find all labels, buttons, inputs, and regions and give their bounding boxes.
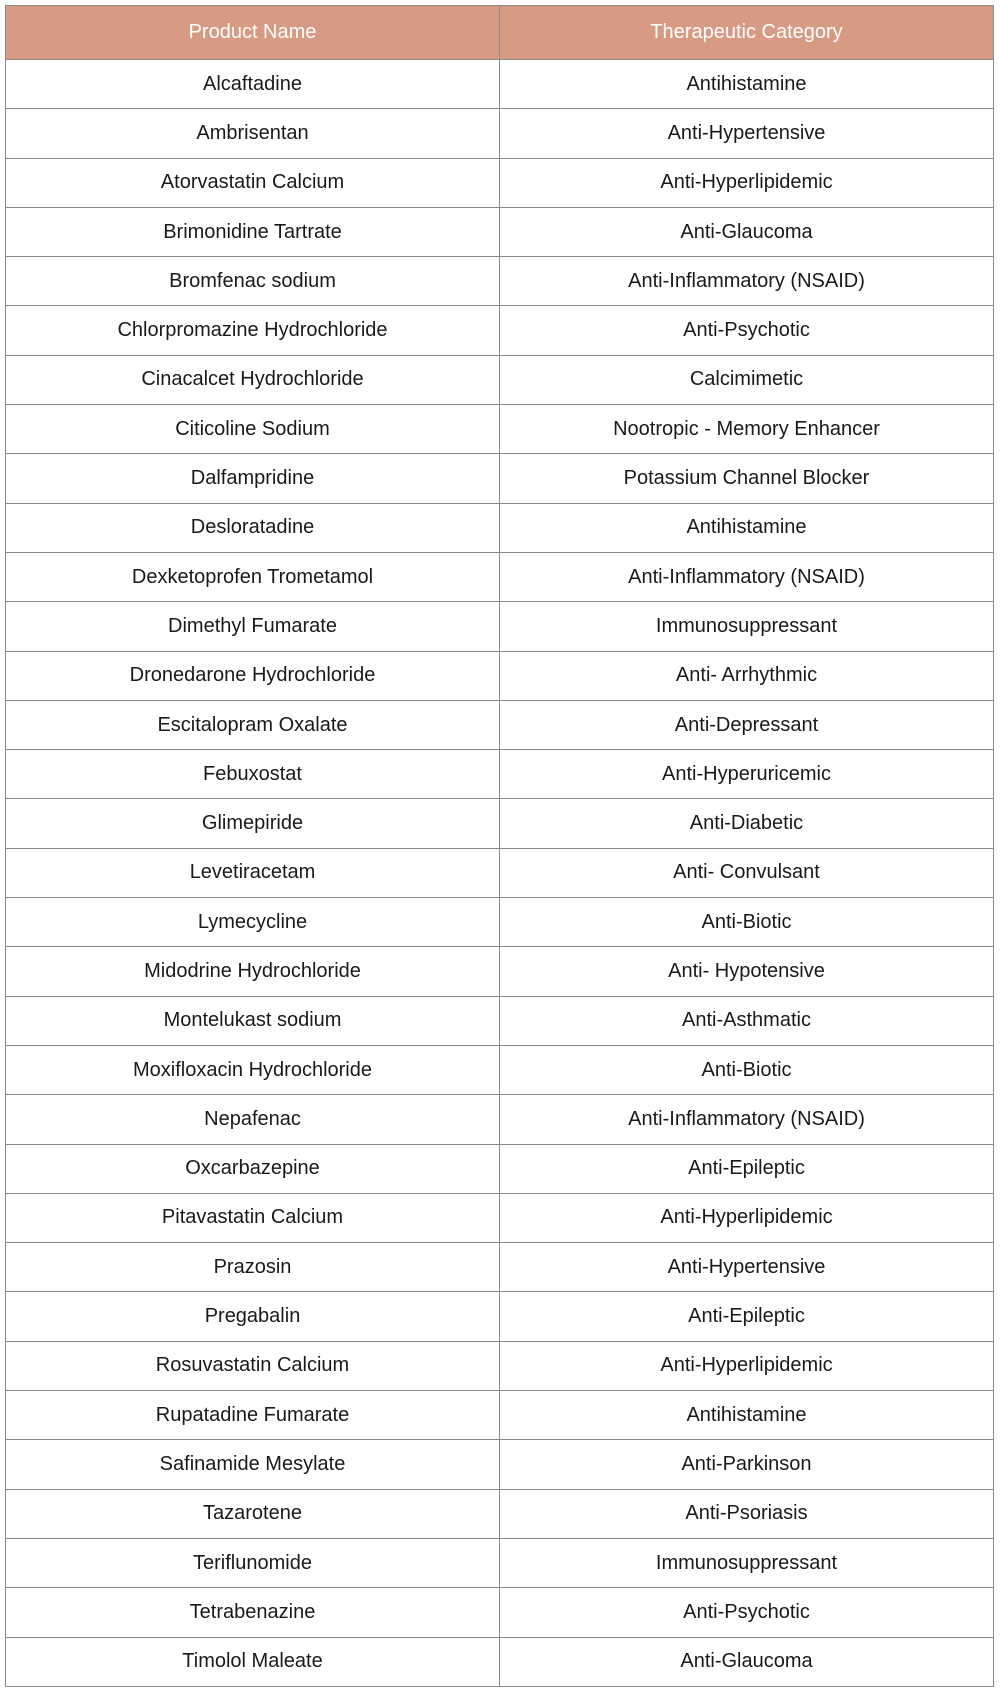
product-name-cell: Montelukast sodium	[6, 996, 500, 1045]
table-body	[6, 60, 994, 1687]
therapeutic-category-cell: Potassium Channel Blocker	[500, 454, 994, 503]
product-name-cell: Dalfampridine	[6, 454, 500, 503]
table-row	[6, 109, 994, 158]
product-name-cell: Glimepiride	[6, 799, 500, 848]
table-row	[6, 207, 994, 256]
product-name-cell: Tazarotene	[6, 1489, 500, 1538]
table-row	[6, 355, 994, 404]
column-header-therapeutic-category: Therapeutic Category	[500, 6, 994, 60]
table-row	[6, 60, 994, 109]
therapeutic-category-cell: Immunosuppressant	[500, 1538, 994, 1587]
table-row	[6, 503, 994, 552]
therapeutic-category-cell: Anti-Inflammatory (NSAID)	[500, 552, 994, 601]
product-name-cell: Dronedarone Hydrochloride	[6, 651, 500, 700]
table-row	[6, 1292, 994, 1341]
table-row	[6, 1440, 994, 1489]
product-name-cell: Citicoline Sodium	[6, 405, 500, 454]
product-name-cell: Levetiracetam	[6, 848, 500, 897]
therapeutic-category-cell: Antihistamine	[500, 503, 994, 552]
table-row	[6, 1045, 994, 1094]
therapeutic-category-cell: Nootropic - Memory Enhancer	[500, 405, 994, 454]
therapeutic-category-cell: Anti-Hypertensive	[500, 109, 994, 158]
table-row	[6, 1193, 994, 1242]
therapeutic-category-cell: Anti-Diabetic	[500, 799, 994, 848]
product-name-cell: Atorvastatin Calcium	[6, 158, 500, 207]
table-row	[6, 848, 994, 897]
column-header-product-name: Product Name	[6, 6, 500, 60]
table-row	[6, 405, 994, 454]
therapeutic-category-cell: Anti-Hyperlipidemic	[500, 158, 994, 207]
product-name-cell: Ambrisentan	[6, 109, 500, 158]
product-name-cell: Brimonidine Tartrate	[6, 207, 500, 256]
product-name-cell: Bromfenac sodium	[6, 257, 500, 306]
product-name-cell: Prazosin	[6, 1243, 500, 1292]
table-row	[6, 257, 994, 306]
table-row	[6, 454, 994, 503]
product-name-cell: Pregabalin	[6, 1292, 500, 1341]
product-name-cell: Pitavastatin Calcium	[6, 1193, 500, 1242]
therapeutic-category-cell: Anti-Psychotic	[500, 1588, 994, 1637]
table-row	[6, 651, 994, 700]
product-table	[5, 5, 994, 1687]
table-row	[6, 1243, 994, 1292]
table-row	[6, 306, 994, 355]
therapeutic-category-cell: Anti-Inflammatory (NSAID)	[500, 257, 994, 306]
table-row	[6, 947, 994, 996]
product-table-container	[5, 5, 993, 1687]
therapeutic-category-cell: Anti-Parkinson	[500, 1440, 994, 1489]
table-row	[6, 158, 994, 207]
product-name-cell: Timolol Maleate	[6, 1637, 500, 1686]
therapeutic-category-cell: Anti-Glaucoma	[500, 1637, 994, 1686]
product-name-cell: Rosuvastatin Calcium	[6, 1341, 500, 1390]
product-name-cell: Dimethyl Fumarate	[6, 602, 500, 651]
table-row	[6, 1144, 994, 1193]
therapeutic-category-cell: Anti-Biotic	[500, 1045, 994, 1094]
therapeutic-category-cell: Calcimimetic	[500, 355, 994, 404]
product-name-cell: Midodrine Hydrochloride	[6, 947, 500, 996]
table-row	[6, 799, 994, 848]
table-row	[6, 1538, 994, 1587]
table-row	[6, 552, 994, 601]
product-name-cell: Alcaftadine	[6, 60, 500, 109]
table-row	[6, 700, 994, 749]
product-name-cell: Lymecycline	[6, 898, 500, 947]
product-name-cell: Rupatadine Fumarate	[6, 1391, 500, 1440]
table-row	[6, 1637, 994, 1686]
product-name-cell: Escitalopram Oxalate	[6, 700, 500, 749]
table-row	[6, 750, 994, 799]
therapeutic-category-cell: Anti- Arrhythmic	[500, 651, 994, 700]
therapeutic-category-cell: Anti-Psychotic	[500, 306, 994, 355]
table-row	[6, 1489, 994, 1538]
therapeutic-category-cell: Anti-Inflammatory (NSAID)	[500, 1095, 994, 1144]
table-row	[6, 1588, 994, 1637]
table-row	[6, 1391, 994, 1440]
therapeutic-category-cell: Antihistamine	[500, 60, 994, 109]
table-row	[6, 996, 994, 1045]
product-name-cell: Dexketoprofen Trometamol	[6, 552, 500, 601]
therapeutic-category-cell: Anti-Asthmatic	[500, 996, 994, 1045]
therapeutic-category-cell: Anti-Epileptic	[500, 1144, 994, 1193]
therapeutic-category-cell: Anti- Hypotensive	[500, 947, 994, 996]
product-name-cell: Cinacalcet Hydrochloride	[6, 355, 500, 404]
table-row	[6, 602, 994, 651]
product-name-cell: Tetrabenazine	[6, 1588, 500, 1637]
table-row	[6, 1095, 994, 1144]
therapeutic-category-cell: Antihistamine	[500, 1391, 994, 1440]
product-name-cell: Moxifloxacin Hydrochloride	[6, 1045, 500, 1094]
table-row	[6, 1341, 994, 1390]
table-row	[6, 898, 994, 947]
header-row	[6, 6, 994, 60]
product-name-cell: Desloratadine	[6, 503, 500, 552]
therapeutic-category-cell: Anti- Convulsant	[500, 848, 994, 897]
therapeutic-category-cell: Anti-Glaucoma	[500, 207, 994, 256]
therapeutic-category-cell: Immunosuppressant	[500, 602, 994, 651]
therapeutic-category-cell: Anti-Hypertensive	[500, 1243, 994, 1292]
table-header	[6, 6, 994, 60]
therapeutic-category-cell: Anti-Biotic	[500, 898, 994, 947]
therapeutic-category-cell: Anti-Psoriasis	[500, 1489, 994, 1538]
therapeutic-category-cell: Anti-Hyperlipidemic	[500, 1193, 994, 1242]
product-name-cell: Febuxostat	[6, 750, 500, 799]
product-name-cell: Teriflunomide	[6, 1538, 500, 1587]
product-name-cell: Chlorpromazine Hydrochloride	[6, 306, 500, 355]
product-name-cell: Nepafenac	[6, 1095, 500, 1144]
therapeutic-category-cell: Anti-Hyperlipidemic	[500, 1341, 994, 1390]
therapeutic-category-cell: Anti-Depressant	[500, 700, 994, 749]
product-name-cell: Oxcarbazepine	[6, 1144, 500, 1193]
therapeutic-category-cell: Anti-Hyperuricemic	[500, 750, 994, 799]
product-name-cell: Safinamide Mesylate	[6, 1440, 500, 1489]
therapeutic-category-cell: Anti-Epileptic	[500, 1292, 994, 1341]
